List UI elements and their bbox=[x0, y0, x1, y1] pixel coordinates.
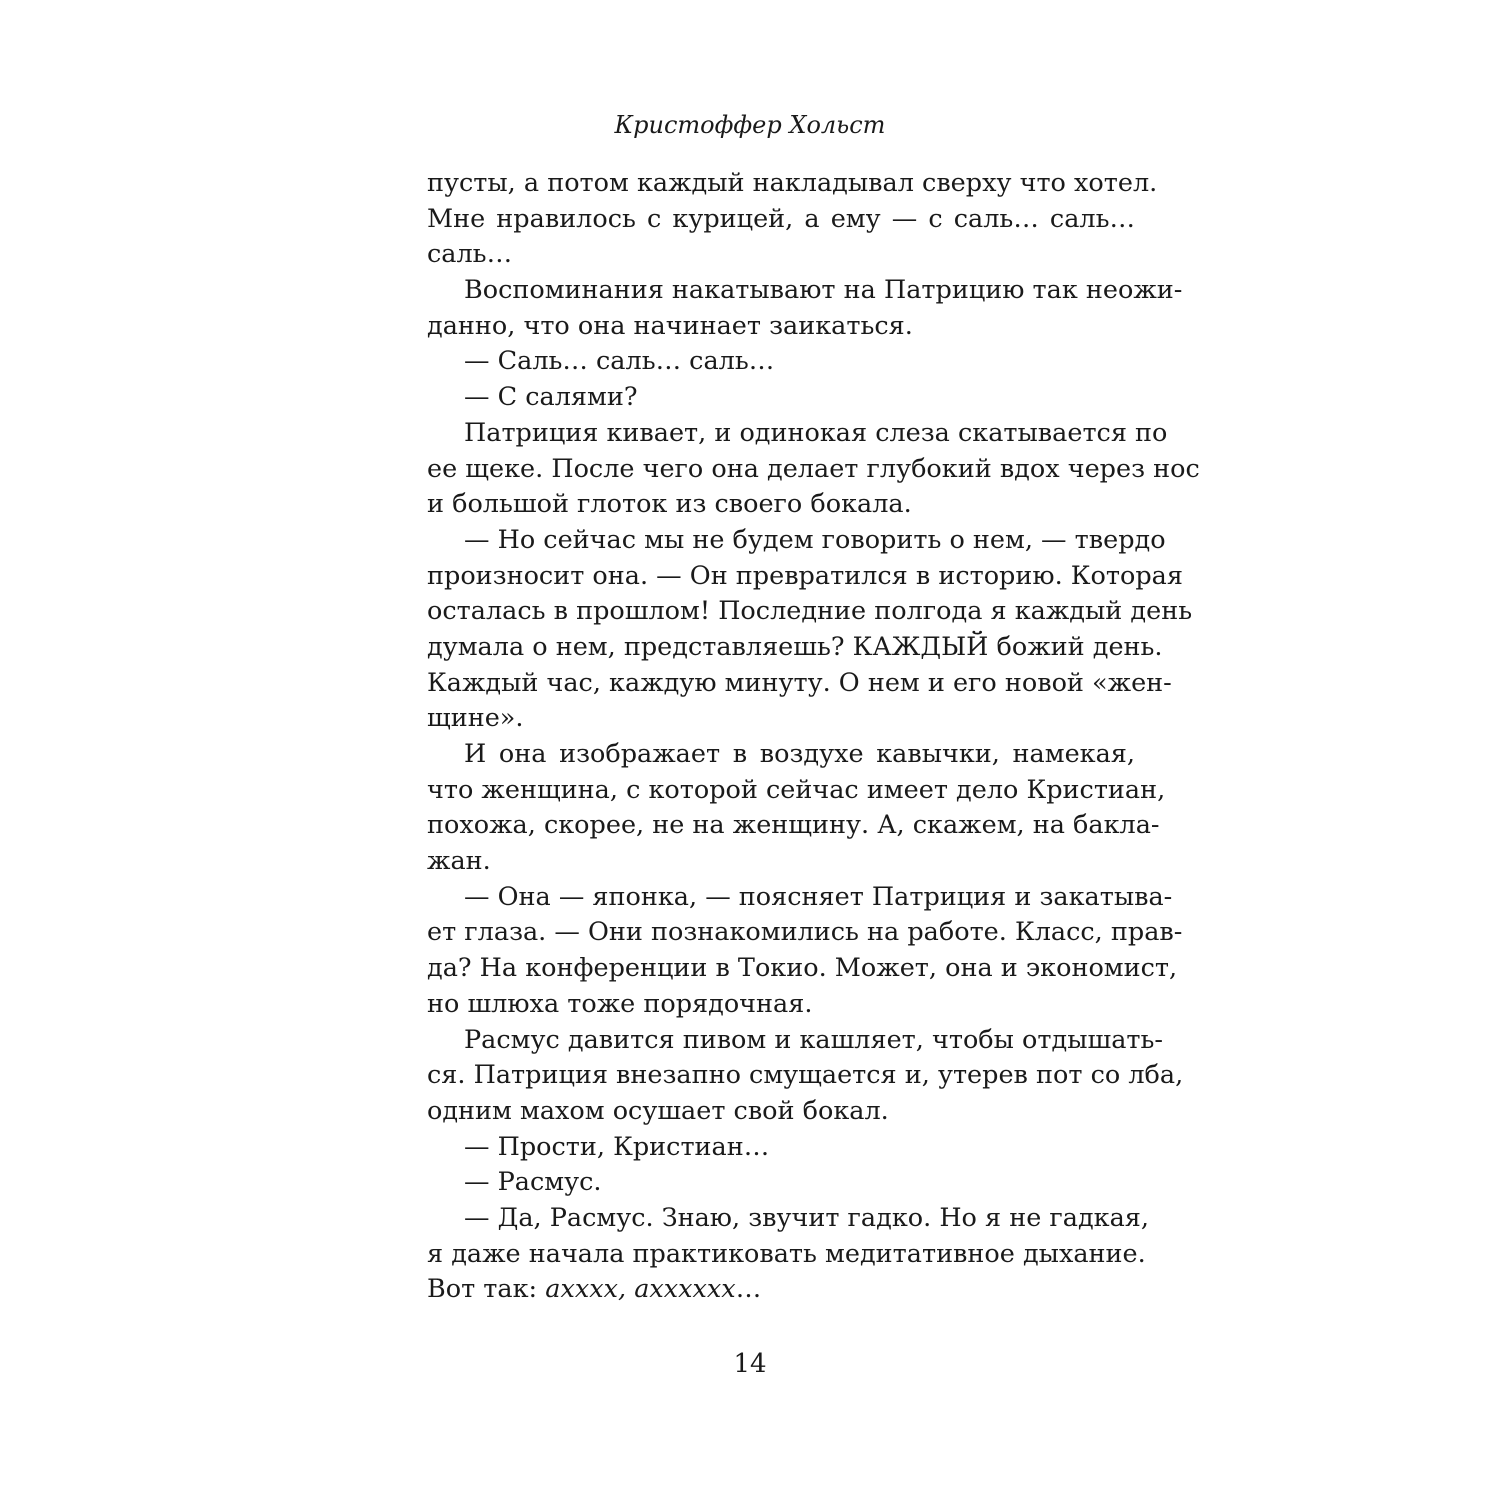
final-line-suffix: … bbox=[735, 1274, 762, 1305]
text-line: что женщина, с которой сейчас имеет дело Кристиан, bbox=[427, 774, 1166, 805]
text-line: — Да, Расмус. Знаю, звучит гадко. Но я не гадкая, bbox=[464, 1202, 1150, 1233]
text-line: ее щеке. После чего она делает глубокий вдох через нос bbox=[427, 453, 1200, 484]
text-line: — Она — японка, — поясняет Патриция и закатыва- bbox=[464, 881, 1173, 912]
final-text-line bbox=[427, 1272, 1135, 1308]
text-line: Мне нравилось с курицей, а ему — с саль… саль… bbox=[427, 203, 1135, 234]
text-line: одним махом осушает свой бокал. bbox=[427, 1095, 889, 1126]
text-line: ся. Патриция внезапно смущается и, утерев пот со лба, bbox=[427, 1060, 1184, 1091]
text-line: — Расмус. bbox=[464, 1167, 602, 1198]
text-line: думала о нем, представляешь? КАЖДЫЙ божий день. bbox=[427, 631, 1163, 662]
text-line: ет глаза. — Они познакомились на работе. Класс, прав- bbox=[427, 917, 1183, 948]
text-line: — Саль… саль… саль… bbox=[464, 346, 775, 377]
text-line: — Но сейчас мы не будем говорить о нем, — твердо bbox=[464, 524, 1166, 555]
text-line: — С салями? bbox=[464, 382, 638, 413]
final-line-italic: ахххх, ахххххх bbox=[545, 1274, 736, 1305]
page-number: 14 bbox=[733, 1349, 767, 1379]
text-line: Расмус давится пивом и кашляет, чтобы отдышать- bbox=[464, 1024, 1164, 1055]
text-line: — Прости, Кристиан… bbox=[464, 1131, 770, 1162]
text-line: но шлюха тоже порядочная. bbox=[427, 988, 813, 1019]
running-head: Кристоффер Хольст bbox=[614, 111, 886, 139]
text-line: похожа, скорее, не на женщину. А, скажем, на бакла- bbox=[427, 810, 1160, 841]
text-line: Воспоминания накатывают на Патрицию так неожи- bbox=[464, 275, 1183, 306]
text-line: произносит она. — Он превратился в историю. Которая bbox=[427, 560, 1183, 591]
body-text bbox=[427, 166, 1200, 1308]
text-line: Каждый час, каждую минуту. О нем и его новой «жен- bbox=[427, 667, 1172, 698]
final-line-prefix: Вот так: bbox=[427, 1274, 546, 1305]
text-line: Патриция кивает, и одинокая слеза скатывается по bbox=[464, 417, 1168, 448]
text-line: и большой глоток из своего бокала. bbox=[427, 489, 912, 520]
text-line: саль… bbox=[427, 239, 513, 270]
text-line: И она изображает в воздухе кавычки, намекая, bbox=[464, 739, 1135, 769]
text-line: я даже начала практиковать медитативное дыхание. bbox=[427, 1238, 1146, 1269]
text-line: осталась в прошлом! Последние полгода я каждый день bbox=[427, 596, 1193, 627]
text-line: данно, что она начинает заикаться. bbox=[427, 310, 913, 341]
text-line: жан. bbox=[427, 846, 491, 877]
text-line: да? На конференции в Токио. Может, она и экономист, bbox=[427, 953, 1178, 984]
text-line: пусты, а потом каждый накладывал сверху что хотел. bbox=[427, 168, 1158, 198]
text-line: щине». bbox=[427, 703, 524, 734]
